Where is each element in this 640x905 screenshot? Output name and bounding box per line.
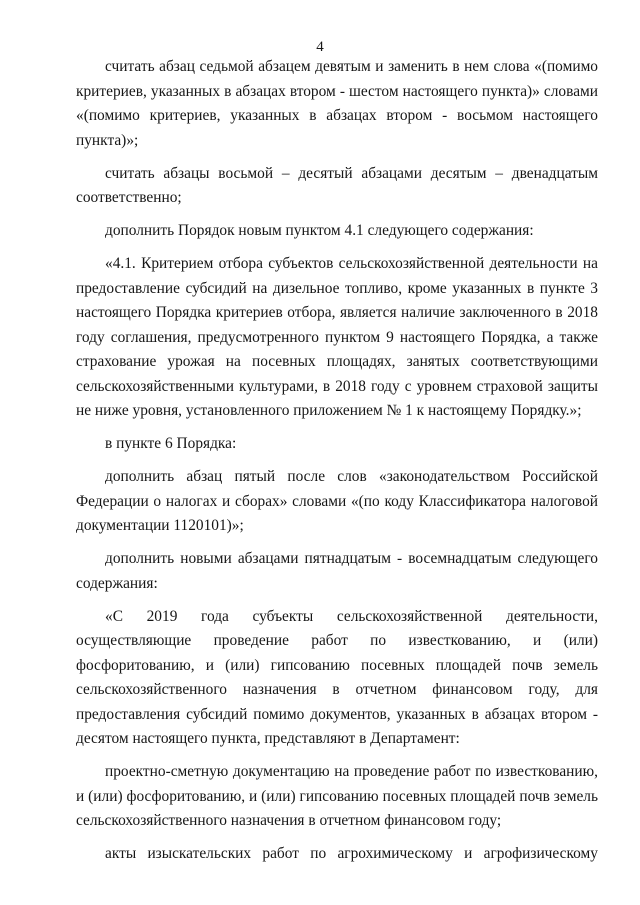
document-body	[76, 55, 598, 875]
paragraph: в пункте 6 Порядка:	[105, 435, 237, 452]
paragraph: «4.1. Критерием отбора субъектов сельскохозяйственной деятельности на предоставление субсидий на дизельное топливо, кроме указанных в пункте 3 настоящего Порядка критериев отбора, является наличие заключенного в 2018 году соглашения, предусмотренного пунктом 9 настоящего Порядка, а также страхование урожая на посевных площадях, занятых соответствующими сельскохозяйственными культурами, в 2018 году с уровнем страховой защиты не ниже уровня, установленного приложением № 1 к настоящему Порядку.»;	[76, 255, 598, 419]
paragraph: акты изыскательских работ по агрохимическому и агрофизическому	[105, 845, 598, 862]
paragraph: считать абзац седьмой абзацем девятым и заменить в нем слова «(помимо критериев, указанных в абзацах втором - шестом настоящего пункта)» словами «(помимо критериев, указанных в абзацах втором - восьмом настоящего пункта)»;	[76, 58, 598, 149]
paragraph: проектно-сметную документацию на проведение работ по известкованию, и (или) фосфоритованию, и (или) гипсованию посевных площадей почв земель сельскохозяйственного назначения в отчетном финансовом году;	[76, 763, 598, 829]
paragraph: дополнить новыми абзацами пятнадцатым - восемнадцатым следующего содержания:	[76, 550, 598, 592]
paragraph: «С 2019 года субъекты сельскохозяйственной деятельности, осуществляющие проведение работ по известкованию, и (или) фосфоритованию, и (или) гипсованию посевных площадей почв земель сельскохозяйственного назначения в отчетном финансовом году, для предоставления субсидий помимо документов, указанных в абзацах втором - десятом настоящего пункта, представляют в Департамент:	[76, 607, 598, 747]
paragraph: дополнить абзац пятый после слов «законодательством Российской Федерации о налогах и сборах» словами «(по коду Классификатора налоговой документации 1120101)»;	[76, 468, 598, 534]
paragraph: считать абзацы восьмой – десятый абзацами десятым – двенадцатым соответственно;	[76, 164, 598, 206]
page-number: 4	[316, 39, 324, 55]
paragraph: дополнить Порядок новым пунктом 4.1 следующего содержания:	[105, 222, 534, 239]
